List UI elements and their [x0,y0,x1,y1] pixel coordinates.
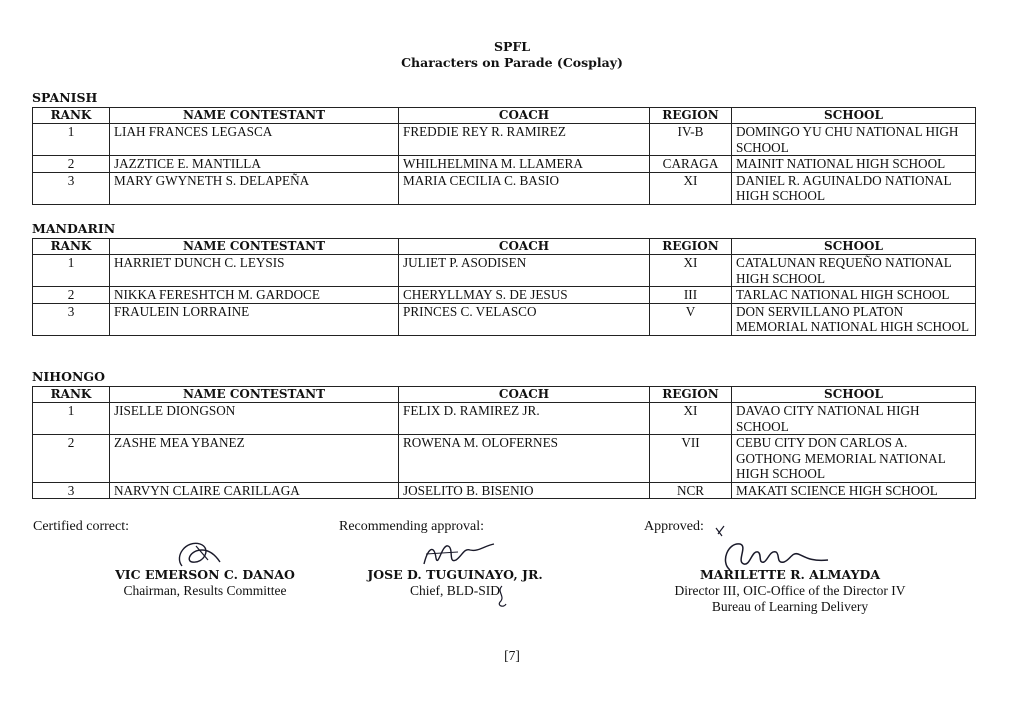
school-cell: CATALUNAN REQUEÑO NATIONAL HIGH SCHOOL [732,255,976,287]
table-row [33,124,976,156]
signatory-tuguinayo [330,567,580,599]
rank-cell: 1 [33,255,110,287]
signatory-name: MARILETTE R. ALMAYDA [699,567,881,582]
column-header-region: REGION [650,239,732,255]
page-number: [7] [504,648,520,663]
column-header-region: REGION [650,108,732,124]
table-header-row [33,387,976,403]
school-cell: DOMINGO YU CHU NATIONAL HIGH SCHOOL [732,124,976,156]
coach-cell: FELIX D. RAMIREZ JR. [399,403,650,435]
school-cell: MAINIT NATIONAL HIGH SCHOOL [732,156,976,173]
column-header-school: SCHOOL [732,239,976,255]
column-header-coach: COACH [399,387,650,403]
rank-cell: 2 [33,287,110,304]
table-row [33,403,976,435]
signatory-office: Bureau of Learning Delivery [711,599,869,614]
rank-cell: 2 [33,156,110,173]
recommending-approval-label: Recommending approval: [339,519,485,534]
rank-cell: 3 [33,303,110,335]
region-cell: III [650,287,732,304]
contestant-cell: JAZZTICE E. MANTILLA [110,156,399,173]
column-header-name: NAME CONTESTANT [110,108,399,124]
rank-cell: 3 [33,172,110,204]
contestant-cell: JISELLE DIONGSON [110,403,399,435]
region-cell: VII [650,435,732,483]
table-row [33,303,976,335]
column-header-rank: RANK [33,387,110,403]
coach-cell: ROWENA M. OLOFERNES [399,435,650,483]
rank-cell: 2 [33,435,110,483]
table-row [33,287,976,304]
column-header-region: REGION [650,387,732,403]
table-row [33,172,976,204]
school-cell: DAVAO CITY NATIONAL HIGH SCHOOL [732,403,976,435]
results-table-mandarin [32,238,976,336]
table-header-row [33,108,976,124]
contestant-cell: HARRIET DUNCH C. LEYSIS [110,255,399,287]
region-cell: XI [650,172,732,204]
signatory-name: JOSE D. TUGUINAYO, JR. [367,567,543,582]
document-title: SPFL [493,39,531,54]
rank-cell: 3 [33,482,110,499]
table-header-row [33,239,976,255]
section-label-nihongo: NIHONGO [32,369,105,384]
region-cell: V [650,303,732,335]
school-cell: TARLAC NATIONAL HIGH SCHOOL [732,287,976,304]
region-cell: IV-B [650,124,732,156]
column-header-coach: COACH [399,108,650,124]
column-header-school: SCHOOL [732,108,976,124]
region-cell: CARAGA [650,156,732,173]
coach-cell: JOSELITO B. BISENIO [399,482,650,499]
column-header-rank: RANK [33,239,110,255]
column-header-coach: COACH [399,239,650,255]
column-header-school: SCHOOL [732,387,976,403]
section-label-spanish: SPANISH [32,90,98,105]
document-subtitle: Characters on Parade (Cosplay) [401,55,623,70]
region-cell: NCR [650,482,732,499]
coach-cell: PRINCES C. VELASCO [399,303,650,335]
signatory-name: VIC EMERSON C. DANAO [115,567,295,582]
certified-correct-label: Certified correct: [33,519,130,534]
signatory-almayda [625,567,955,615]
results-table-nihongo [32,386,976,499]
school-cell: MAKATI SCIENCE HIGH SCHOOL [732,482,976,499]
results-table-spanish [32,107,976,205]
coach-cell: FREDDIE REY R. RAMIREZ [399,124,650,156]
contestant-cell: NIKKA FERESHTCH M. GARDOCE [110,287,399,304]
contestant-cell: NARVYN CLAIRE CARILLAGA [110,482,399,499]
school-cell: DON SERVILLANO PLATON MEMORIAL NATIONAL HIGH SCHOOL [732,303,976,335]
table-row [33,435,976,483]
table-row [33,482,976,499]
signatory-position: Chief, BLD-SID [410,583,500,598]
table-row [33,156,976,173]
column-header-name: NAME CONTESTANT [110,387,399,403]
column-header-rank: RANK [33,108,110,124]
coach-cell: WHILHELMINA M. LLAMERA [399,156,650,173]
approved-label: Approved: [644,519,704,534]
signatory-danao [80,567,330,599]
column-header-name: NAME CONTESTANT [110,239,399,255]
school-cell: CEBU CITY DON CARLOS A. GOTHONG MEMORIAL NATIONAL HIGH SCHOOL [732,435,976,483]
signatory-position: Chairman, Results Committee [123,583,287,598]
rank-cell: 1 [33,403,110,435]
section-label-mandarin: MANDARIN [32,221,116,236]
contestant-cell: MARY GWYNETH S. DELAPEÑA [110,172,399,204]
region-cell: XI [650,255,732,287]
contestant-cell: ZASHE MEA YBANEZ [110,435,399,483]
contestant-cell: FRAULEIN LORRAINE [110,303,399,335]
coach-cell: CHERYLLMAY S. DE JESUS [399,287,650,304]
table-row [33,255,976,287]
contestant-cell: LIAH FRANCES LEGASCA [110,124,399,156]
signatory-position: Director III, OIC-Office of the Director IV [674,583,906,598]
school-cell: DANIEL R. AGUINALDO NATIONAL HIGH SCHOOL [732,172,976,204]
rank-cell: 1 [33,124,110,156]
coach-cell: MARIA CECILIA C. BASIO [399,172,650,204]
coach-cell: JULIET P. ASODISEN [399,255,650,287]
region-cell: XI [650,403,732,435]
